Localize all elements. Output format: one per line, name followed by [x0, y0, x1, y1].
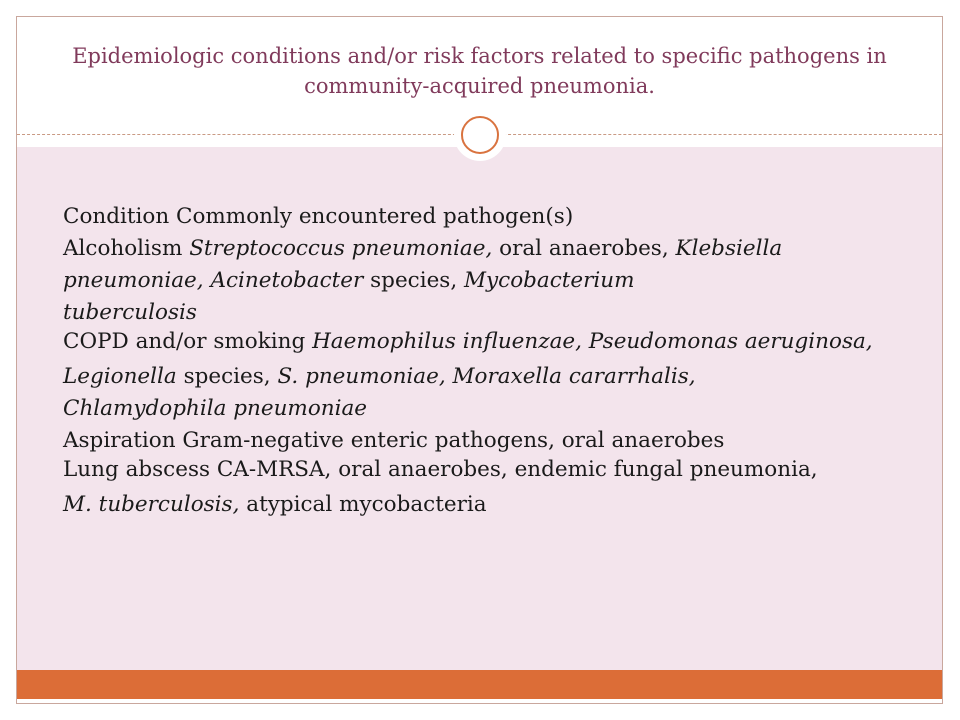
- content-area: [17, 147, 942, 672]
- footer-bar: [17, 670, 942, 703]
- slide-content: [63, 201, 912, 521]
- italic-text: Legionella: [63, 364, 177, 389]
- slide: [16, 16, 943, 704]
- content-line: [63, 489, 912, 521]
- content-line: [63, 361, 912, 393]
- ring-icon: [461, 116, 499, 154]
- italic-text: Mycobacterium: [464, 268, 635, 293]
- italic-text: Haemophilus influenzae, Pseudomonas aeruginosa,: [312, 329, 873, 354]
- content-line: [63, 425, 912, 457]
- circle-ornament-icon: [454, 109, 506, 161]
- italic-text: Streptococcus pneumoniae,: [189, 236, 493, 261]
- text: Lung abscess CA-MRSA, oral anaerobes, endemic fungal pneumonia,: [63, 457, 818, 482]
- text: oral anaerobes,: [492, 236, 676, 261]
- text: species,: [363, 268, 465, 293]
- text: Aspiration Gram-negative enteric pathogens, oral anaerobes: [63, 428, 725, 453]
- slide-title: Epidemiologic conditions and/or risk factors related to specific pathogens in community-acquired pneumonia.: [72, 44, 887, 98]
- content-line: [63, 329, 912, 354]
- italic-text: Klebsiella: [675, 236, 783, 261]
- text: atypical mycobacteria: [239, 492, 487, 517]
- content-line: [63, 457, 912, 482]
- content-line: [63, 393, 912, 425]
- text: species,: [176, 364, 278, 389]
- content-line: [63, 297, 912, 329]
- italic-text: tuberculosis: [63, 300, 197, 325]
- italic-text: S. pneumoniae, Moraxella cararrhalis,: [277, 364, 696, 389]
- italic-text: M. tuberculosis,: [63, 492, 240, 517]
- text: Condition Commonly encountered pathogen(s): [63, 204, 574, 229]
- text: COPD and/or smoking: [63, 329, 313, 354]
- italic-text: Chlamydophila pneumoniae: [63, 396, 368, 421]
- text: Alcoholism: [63, 236, 190, 261]
- footer-line: [17, 699, 942, 703]
- content-line: [63, 233, 912, 265]
- italic-text: pneumoniae, Acinetobacter: [63, 268, 364, 293]
- content-line: [63, 201, 912, 233]
- content-line: [63, 265, 912, 297]
